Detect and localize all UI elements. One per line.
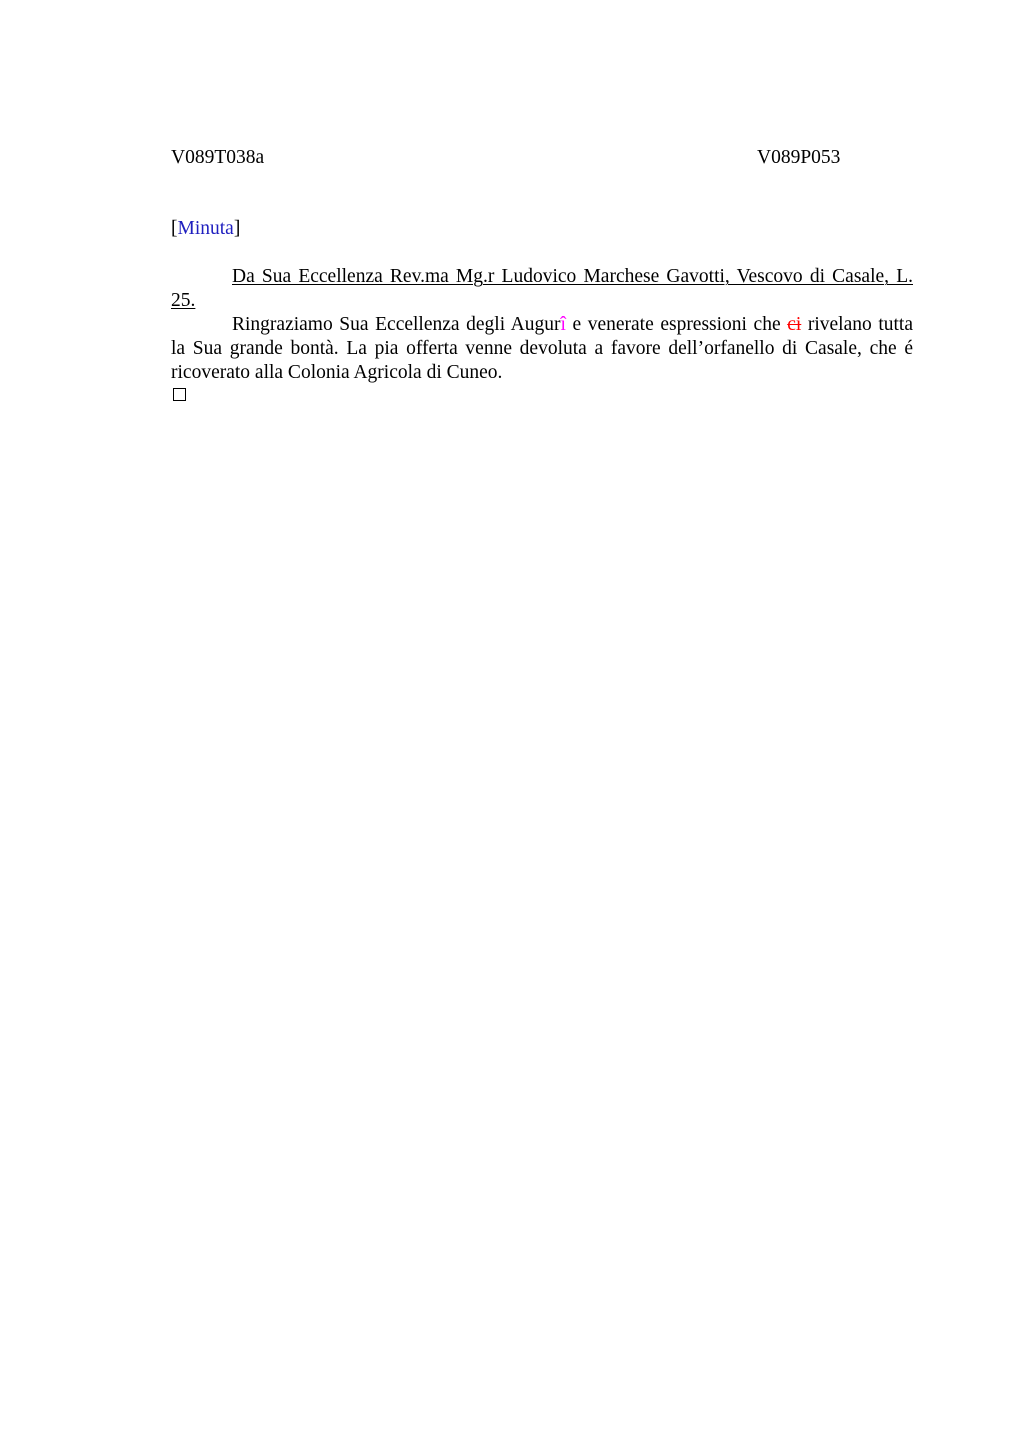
document-code-left: V089T038a [171, 147, 265, 168]
letter-heading: Da Sua Eccellenza Rev.ma Mg.r Ludovico Marchese Gavotti, Vescovo di Casale, L. 25. [171, 266, 913, 311]
close-bracket: ] [233, 218, 241, 239]
minuta-label [171, 217, 240, 241]
letter-body [171, 265, 913, 385]
magenta-marked-letter: î [560, 314, 566, 335]
empty-square-icon [173, 388, 186, 401]
minuta-label-text: Minuta [177, 218, 234, 239]
open-bracket: [ [171, 218, 178, 239]
letter-paragraph [171, 313, 913, 385]
letter-text-part-1: Ringraziamo Sua Eccellenza degli Augur [232, 314, 561, 335]
letter-text-part-3: rivelano tutta la Sua grande bontà. La pia offerta venne devoluta a favore dell’orfanello di Casale, che é ricoverato alla Colonia Agricola di Cuneo. [171, 314, 913, 383]
document-code-right: V089P053 [757, 147, 841, 168]
letter-text-part-2: e venerate espressioni che [565, 314, 788, 335]
struck-through-word: ci [787, 314, 802, 335]
